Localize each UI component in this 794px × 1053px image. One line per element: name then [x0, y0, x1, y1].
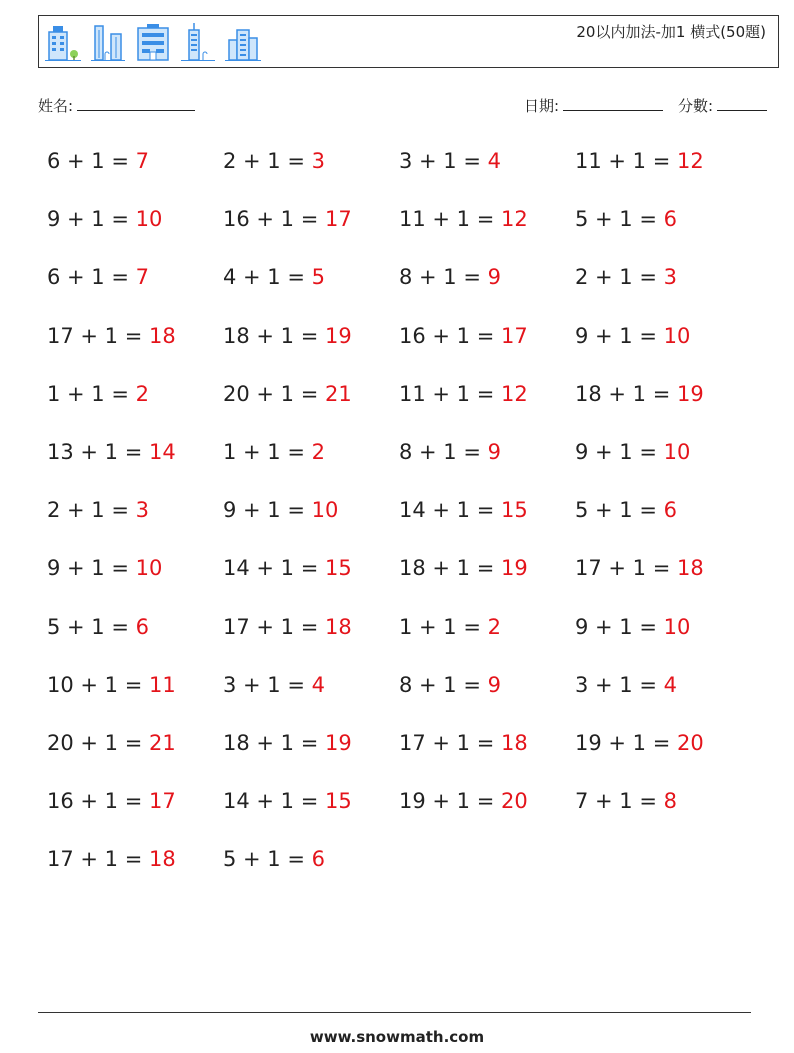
- problem-item: [223, 666, 399, 724]
- header-icons: [45, 22, 261, 62]
- problem-item: [399, 782, 575, 840]
- problem-answer: 2: [311, 439, 325, 464]
- problem-item: [575, 608, 751, 666]
- problem-answer: 17: [500, 323, 528, 348]
- problem-item: [47, 782, 223, 840]
- problem-item: [399, 666, 575, 724]
- problem-question: 17 + 1 =: [223, 614, 325, 639]
- problem-question: 3 + 1 =: [399, 149, 488, 173]
- problem-item: [399, 375, 575, 433]
- problem-item: [399, 608, 575, 666]
- problem-item: [223, 840, 399, 898]
- problem-question: 20 + 1 =: [47, 730, 149, 755]
- problem-item: [575, 491, 751, 549]
- problem-question: 18 + 1 =: [575, 381, 677, 406]
- problem-question: 1 + 1 =: [399, 614, 488, 639]
- problem-item: [47, 608, 223, 666]
- problem-answer: 7: [135, 265, 149, 290]
- problem-question: 11 + 1 =: [399, 381, 501, 406]
- problem-question: 11 + 1 =: [575, 149, 677, 173]
- problem-item: [399, 142, 575, 200]
- problem-item: [223, 608, 399, 666]
- problem-answer: 19: [324, 730, 352, 755]
- problem-question: 2 + 1 =: [223, 149, 312, 173]
- problem-answer: 9: [487, 672, 501, 697]
- problem-answer: 6: [663, 498, 677, 523]
- problem-question: 18 + 1 =: [399, 556, 501, 581]
- problem-question: 5 + 1 =: [575, 498, 664, 523]
- problem-question: 8 + 1 =: [399, 265, 488, 290]
- problem-answer: 17: [324, 207, 352, 232]
- problem-answer: 15: [324, 556, 352, 581]
- problem-question: 3 + 1 =: [575, 672, 664, 697]
- problem-answer: 10: [135, 207, 163, 232]
- problem-question: 6 + 1 =: [47, 265, 136, 290]
- problem-item: [575, 142, 751, 200]
- problem-answer: 21: [324, 381, 352, 406]
- problem-answer: 18: [148, 847, 176, 872]
- problem-answer: 21: [148, 730, 176, 755]
- problem-answer: 3: [135, 498, 149, 523]
- problem-item: [575, 317, 751, 375]
- score-blank[interactable]: [717, 96, 767, 111]
- problem-answer: 2: [135, 381, 149, 406]
- problem-answer: 12: [676, 149, 704, 173]
- problem-answer: 12: [500, 207, 528, 232]
- problem-question: 17 + 1 =: [47, 323, 149, 348]
- problem-question: 18 + 1 =: [223, 323, 325, 348]
- problem-question: 5 + 1 =: [47, 614, 136, 639]
- problem-question: 9 + 1 =: [575, 323, 664, 348]
- problem-question: 16 + 1 =: [399, 323, 501, 348]
- problem-item: [575, 200, 751, 258]
- office-building-icon: [135, 22, 171, 62]
- skyscraper-icon: [91, 22, 125, 62]
- problem-item: [47, 433, 223, 491]
- problem-answer: 15: [500, 498, 528, 523]
- problem-answer: 19: [676, 381, 704, 406]
- problem-item: [399, 433, 575, 491]
- worksheet-header: [38, 15, 779, 68]
- problem-item: [223, 375, 399, 433]
- problem-question: 9 + 1 =: [47, 556, 136, 581]
- problem-item: [223, 782, 399, 840]
- problem-item: [47, 142, 223, 200]
- problem-item: [223, 317, 399, 375]
- problem-item: [47, 724, 223, 782]
- problem-question: 5 + 1 =: [575, 207, 664, 232]
- problem-question: 14 + 1 =: [399, 498, 501, 523]
- problem-answer: 4: [487, 149, 501, 173]
- problem-question: 9 + 1 =: [223, 498, 312, 523]
- problem-question: 11 + 1 =: [399, 207, 501, 232]
- problem-item: [47, 549, 223, 607]
- problem-answer: 20: [676, 730, 704, 755]
- problem-question: 9 + 1 =: [575, 614, 664, 639]
- problem-answer: 10: [663, 323, 691, 348]
- problem-question: 17 + 1 =: [575, 556, 677, 581]
- problem-item: [47, 491, 223, 549]
- problem-question: 6 + 1 =: [47, 149, 136, 173]
- problem-item: [223, 724, 399, 782]
- problem-item: [223, 433, 399, 491]
- problem-answer: 8: [663, 789, 677, 814]
- problem-grid: [47, 142, 757, 898]
- problem-answer: 2: [487, 614, 501, 639]
- problem-answer: 6: [663, 207, 677, 232]
- date-field: [524, 95, 663, 116]
- problem-item: [47, 375, 223, 433]
- problem-item: [223, 491, 399, 549]
- problem-question: 1 + 1 =: [47, 381, 136, 406]
- problem-question: 8 + 1 =: [399, 672, 488, 697]
- problem-item: [223, 200, 399, 258]
- problem-item: [399, 724, 575, 782]
- problem-answer: 18: [324, 614, 352, 639]
- problem-answer: 17: [148, 789, 176, 814]
- problem-item: [223, 142, 399, 200]
- problem-answer: 10: [663, 439, 691, 464]
- problem-item: [47, 666, 223, 724]
- name-label: 姓名:: [38, 97, 74, 115]
- problem-question: 5 + 1 =: [223, 847, 312, 872]
- tower-icon: [181, 22, 215, 62]
- problem-question: 14 + 1 =: [223, 789, 325, 814]
- problem-question: 1 + 1 =: [223, 439, 312, 464]
- name-field: [38, 95, 195, 116]
- building-icon: [45, 22, 81, 62]
- problem-item: [47, 200, 223, 258]
- problem-item: [575, 724, 751, 782]
- problem-question: 8 + 1 =: [399, 439, 488, 464]
- problem-item: [399, 491, 575, 549]
- problem-answer: 14: [148, 439, 176, 464]
- problem-question: 3 + 1 =: [223, 672, 312, 697]
- problem-answer: 7: [135, 149, 149, 173]
- problem-item: [575, 782, 751, 840]
- name-blank[interactable]: [77, 96, 195, 111]
- problem-item: [575, 375, 751, 433]
- problem-item: [47, 840, 223, 898]
- problem-answer: 11: [148, 672, 176, 697]
- date-blank[interactable]: [563, 96, 663, 111]
- problem-answer: 6: [135, 614, 149, 639]
- problem-answer: 6: [311, 847, 325, 872]
- problem-answer: 3: [311, 149, 325, 173]
- problem-answer: 18: [676, 556, 704, 581]
- problem-item: [575, 549, 751, 607]
- problem-answer: 19: [500, 556, 528, 581]
- city-building-icon: [225, 22, 261, 62]
- problem-item: [575, 258, 751, 316]
- problem-question: 9 + 1 =: [47, 207, 136, 232]
- problem-question: 18 + 1 =: [223, 730, 325, 755]
- worksheet-title: 20以内加法-加1 横式(50題): [576, 23, 766, 41]
- problem-item: [575, 433, 751, 491]
- problem-item: [399, 549, 575, 607]
- problem-answer: 19: [324, 323, 352, 348]
- date-label: 日期:: [524, 97, 560, 115]
- problem-question: 2 + 1 =: [47, 498, 136, 523]
- problem-answer: 10: [135, 556, 163, 581]
- problem-question: 7 + 1 =: [575, 789, 664, 814]
- problem-answer: 20: [500, 789, 528, 814]
- score-label: 分數:: [678, 97, 714, 115]
- problem-item: [399, 258, 575, 316]
- problem-item: [47, 317, 223, 375]
- problem-answer: 15: [324, 789, 352, 814]
- footer-divider: [38, 1012, 751, 1013]
- problem-question: 20 + 1 =: [223, 381, 325, 406]
- problem-question: 19 + 1 =: [399, 789, 501, 814]
- problem-question: 16 + 1 =: [47, 789, 149, 814]
- score-field: [678, 95, 767, 116]
- problem-item: [223, 258, 399, 316]
- problem-question: 14 + 1 =: [223, 556, 325, 581]
- problem-question: 17 + 1 =: [399, 730, 501, 755]
- problem-item: [399, 317, 575, 375]
- problem-question: 9 + 1 =: [575, 439, 664, 464]
- problem-item: [223, 549, 399, 607]
- problem-answer: 10: [311, 498, 339, 523]
- problem-answer: 4: [663, 672, 677, 697]
- problem-question: 19 + 1 =: [575, 730, 677, 755]
- problem-answer: 18: [148, 323, 176, 348]
- problem-answer: 10: [663, 614, 691, 639]
- problem-answer: 18: [500, 730, 528, 755]
- problem-answer: 3: [663, 265, 677, 290]
- problem-item: [575, 666, 751, 724]
- footer-url: www.snowmath.com: [309, 1028, 485, 1046]
- problem-question: 17 + 1 =: [47, 847, 149, 872]
- problem-question: 2 + 1 =: [575, 265, 664, 290]
- problem-question: 16 + 1 =: [223, 207, 325, 232]
- problem-answer: 9: [487, 439, 501, 464]
- problem-question: 10 + 1 =: [47, 672, 149, 697]
- problem-answer: 9: [487, 265, 501, 290]
- problem-answer: 12: [500, 381, 528, 406]
- problem-answer: 5: [311, 265, 325, 290]
- problem-question: 4 + 1 =: [223, 265, 312, 290]
- problem-item: [47, 258, 223, 316]
- problem-answer: 4: [311, 672, 325, 697]
- problem-item: [399, 200, 575, 258]
- problem-question: 13 + 1 =: [47, 439, 149, 464]
